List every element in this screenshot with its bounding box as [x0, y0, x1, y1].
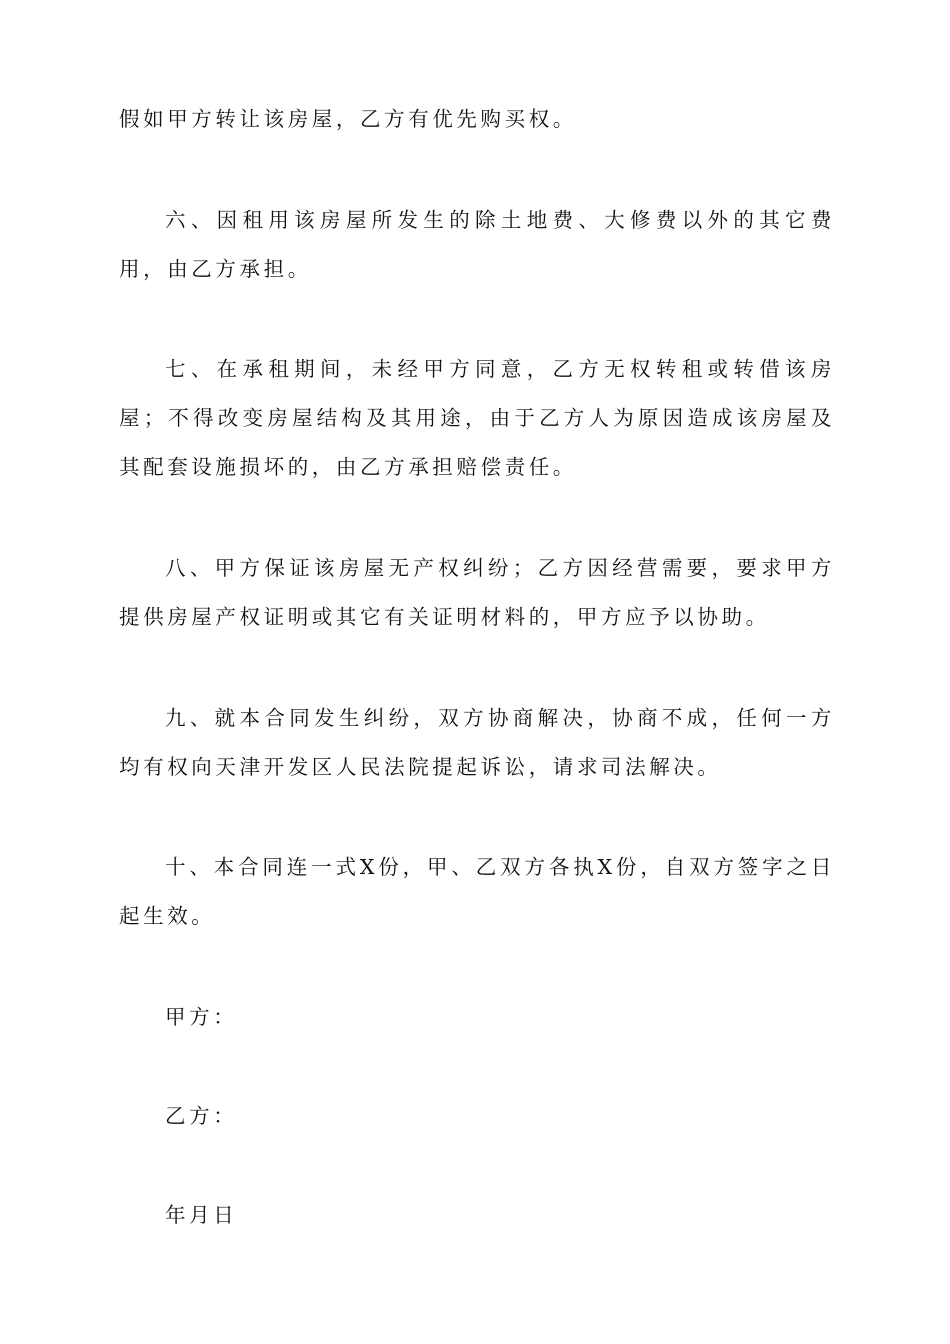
signature-party-b: 乙方： [165, 1104, 238, 1128]
paragraph-clause-7: 七、在承租期间，未经甲方同意，乙方无权转租或转借该房屋；不得改变房屋结构及其用途，由于乙方人为原因造成该房屋及其配套设施损坏的，由乙方承担赔偿责任。 [119, 357, 835, 479]
paragraph-clause-6: 六、因租用该房屋所发生的除土地费、大修费以外的其它费用，由乙方承担。 [119, 208, 835, 281]
paragraph-clause-8: 八、甲方保证该房屋无产权纠纷；乙方因经营需要，要求甲方提供房屋产权证明或其它有关证明材料的，甲方应予以协助。 [119, 556, 835, 629]
signature-date: 年月日 [165, 1203, 238, 1227]
paragraph-clause-10: 十、本合同连一式X份，甲、乙双方各执X份，自双方签字之日起生效。 [119, 855, 835, 928]
signature-party-a: 甲方： [165, 1005, 238, 1029]
paragraph-clause-9: 九、就本合同发生纠纷，双方协商解决，协商不成，任何一方均有权向天津开发区人民法院提起诉讼，请求司法解决。 [119, 706, 835, 779]
paragraph-transfer-priority: 假如甲方转让该房屋，乙方有优先购买权。 [119, 107, 577, 131]
